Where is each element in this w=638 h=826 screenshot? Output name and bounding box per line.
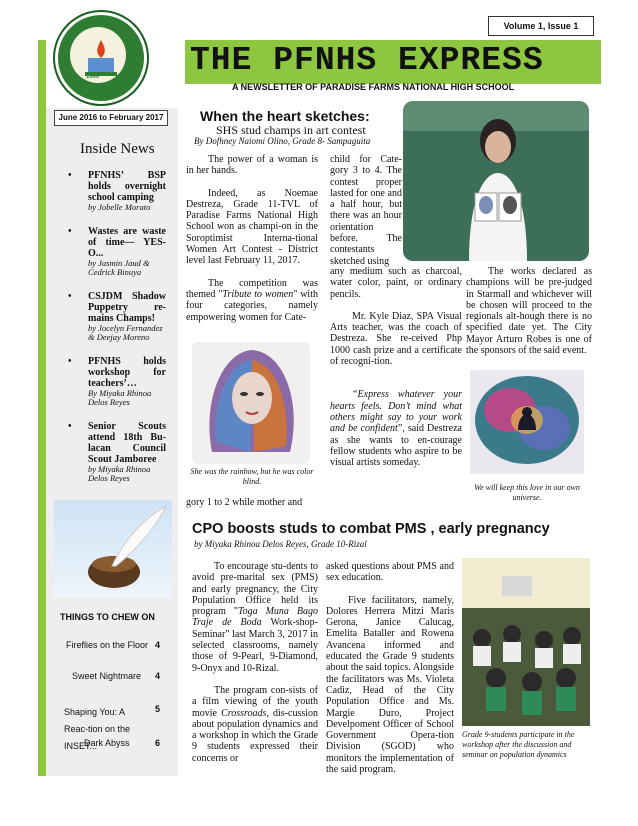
paragraph: Indeed, as Noemae Destreza, Grade 11-TVL of Paradise Farms National High School won as champi-on in the Soroptimist Interna-tional Women Art Contest - District level last February 11, 2017. [186, 187, 318, 267]
chew-item-page: 4 [155, 671, 161, 681]
things-to-chew-title: THINGS TO CHEW ON [60, 612, 155, 622]
universe-artwork-image [470, 370, 584, 474]
caption-classroom: Grade 9-students participate in the workshop after the discussion and seminar on population dynamics [462, 730, 575, 759]
bullet: • [68, 225, 72, 237]
chew-item-label[interactable]: Shaping You: A Reac-tion on the INSET... [64, 707, 131, 751]
paragraph [330, 389, 462, 468]
newsletter-title: THE PFNHS EXPRESS [190, 42, 544, 79]
text: " with four categories, namely empowering women for Cate- [186, 288, 318, 323]
student-photo-graphic [403, 101, 589, 261]
text: The competition was themed " [186, 277, 318, 300]
article1-headline: When the heart sketches: [200, 108, 370, 124]
text: ”, said Destreza as she wants to en-courage fellow students who aspire to be visual artists someday. [330, 423, 462, 469]
inside-news-list [68, 170, 166, 484]
paragraph: Mr. Kyle Diaz, SPA Visual Arts teacher, was the coach of Destreza. She re-ceived Php 1000 cash prize and a certificate of recogni-tion. [330, 310, 462, 368]
list-item[interactable] [68, 421, 166, 484]
paragraph: Five facilitators, namely, Dolores Herrera Mitzi Maris Gerona, Janice Calucag, Emelita Bataller and Rowena Avancena informed and educated the Grade 9 students about the said topics. Alongside the facilitators was Ms. Violeta Cadiz, Head of the City Population Office and Ms. Margie Duro, Project Develpoment Officer of School Government Opera-tion Division (SGOD) who monitors the implementation of the said program. [326, 594, 454, 776]
article2-headline: CPO boosts studs to combat PMS , early pregnancy [192, 521, 550, 537]
caption-universe: We will keep this love in our own universe. [474, 483, 580, 502]
article1-byline: By Dofhney Naiomi Olino, Grade 8- Sampaguita [194, 136, 371, 146]
inside-news-title: Inside News [80, 141, 155, 157]
universe-artwork-graphic [470, 370, 584, 474]
classroom-photo [462, 558, 590, 726]
article1-dek: SHS stud champs in art contest [216, 123, 366, 137]
classroom-photo-graphic [462, 558, 590, 726]
text: To encourage stu-dents to avoid pre-marital sex (PMS) and early pregnancy, the City Population Office held its program " [192, 561, 318, 618]
article2-col2 [326, 561, 454, 775]
article2-col1 [192, 561, 318, 764]
bullet: • [68, 170, 72, 181]
seal-year: 1990 [86, 74, 100, 80]
chew-item-page: 6 [155, 738, 161, 748]
date-range: June 2016 to February 2017 [54, 110, 168, 126]
item-byline: by Jobelle Morato [88, 202, 151, 212]
chew-item-page: 4 [155, 640, 161, 650]
paragraph: The works declared as champions will be pre-judged in Starmall and whichever will be chosen will proceed to the regionals alt-hough there is no specified date yet. The City Mayor Arturo Robes is one of the sponsors of the said event. [466, 266, 592, 357]
paragraph [192, 561, 318, 674]
caption-portrait: She was the rainbow, but he was color blind. [190, 467, 314, 486]
article1-col2: child for Cate-gory 3 to 4. The contest proper lasted for one and a half hour, but there was an hour orientation before. The contestants sketched using [330, 154, 402, 267]
item-title: PFNHS’ BSP holds overnight school camping [88, 170, 166, 203]
item-byline: by Miyaka Rhinoa Delos Reyes [88, 463, 151, 483]
bullet: • [68, 420, 72, 432]
seal-graphic [55, 12, 147, 104]
text: , dis-cussion about population dynamics and a workshop in which the Grade 9 students expressed their concerns or [192, 707, 319, 764]
chew-item-label[interactable]: Dark Abyss [84, 738, 130, 748]
text: Work-shop-Seminar" last March 3, 2017 in selected classrooms, namely those of 9-Pearl, 9-Diamond, 9-Onyx and 10-Rizal. [192, 617, 318, 674]
portrait-artwork-image [192, 342, 310, 464]
left-green-bar [38, 40, 46, 776]
item-byline: by Jasmin Jaud & Cedrick Binuya [88, 257, 150, 277]
article1-col1 [186, 154, 318, 323]
paragraph [186, 278, 318, 323]
text-italic: Tribute to women [222, 288, 294, 300]
list-item[interactable] [68, 291, 166, 343]
chew-item-label[interactable]: Sweet Nightmare [72, 671, 142, 681]
text-italic: Crossroads [221, 707, 267, 719]
text: The program con-sists of a film viewing of the youth movie [192, 684, 318, 719]
text-italic: “Express whatever your hearts feels. Don’t mind what others might say to your work and be confident [330, 389, 462, 435]
list-item[interactable] [68, 356, 166, 408]
article1-col1-tail: gory 1 to 2 while mother and [186, 497, 303, 508]
issue-label: Volume 1, Issue 1 [488, 16, 594, 36]
item-byline: By Miyaka Rhinoa Delos Reyes [88, 387, 152, 407]
article2-byline: by Miyaka Rhinoa Delos Reyes, Grade 10-Rizal [194, 539, 367, 549]
item-byline: by Jocelyn Fernandez & Deejay Moreno [88, 322, 163, 342]
paragraph: any medium such as charcoal, water color, paint, or ordinary pencils. [330, 266, 462, 300]
feather-quill-image [54, 500, 172, 598]
chew-item-page: 5 [155, 704, 161, 714]
item-title: PFNHS holds workshop for teachers’… [88, 355, 166, 389]
item-title: CSJDM Shadow Puppetry re-mains Champs! [88, 290, 166, 324]
article1-col3 [466, 266, 592, 356]
item-title: Wastes are waste of time— YES-O... [88, 225, 166, 259]
bullet: • [68, 290, 72, 302]
text-italic: Toga Muna Bago Traje de Boda [192, 606, 318, 629]
article1-col2b [330, 266, 462, 468]
portrait-artwork-graphic [192, 342, 310, 464]
list-item[interactable] [68, 226, 166, 278]
paragraph: asked questions about PMS and sex education. [326, 561, 454, 584]
paragraph [192, 685, 318, 764]
bullet: • [68, 355, 72, 367]
list-item[interactable] [68, 170, 166, 213]
chew-item-label[interactable]: Fireflies on the Floor [66, 640, 149, 650]
newsletter-subtitle: A NEWSLETTER OF PARADISE FARMS NATIONAL HIGH SCHOOL [232, 82, 515, 92]
student-photo [403, 101, 589, 261]
item-title: Senior Scouts attend 18th Bu-lacan Council Scout Jamboree [88, 420, 166, 465]
paragraph: The power of a woman is in her hands. [186, 154, 318, 177]
